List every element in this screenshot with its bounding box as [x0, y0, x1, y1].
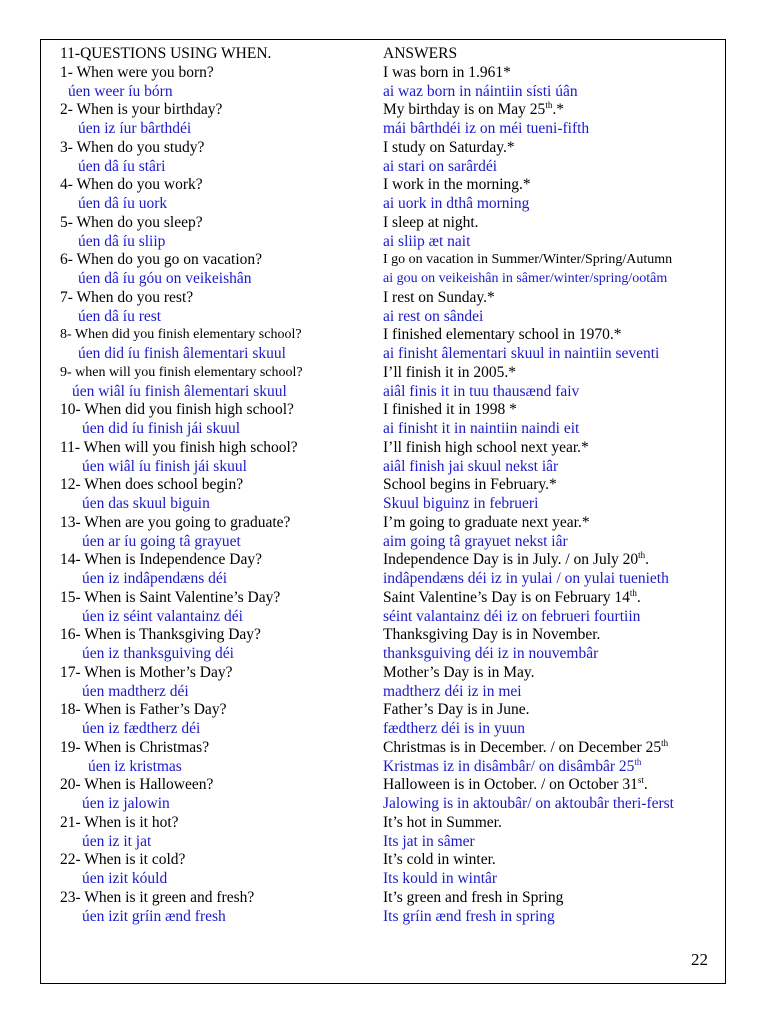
answer-text: I study on Saturday.* — [383, 138, 515, 156]
answer-text: I rest on Sunday.* — [383, 288, 495, 306]
question-row — [60, 139, 720, 158]
question-pronunciation: úen iz fædtherz déi — [82, 720, 201, 737]
answer-text: Christmas is in December. / on December 25th — [383, 737, 669, 756]
pronunciation-row — [60, 833, 720, 852]
question-pronunciation: úen weer íu bórn — [68, 82, 173, 100]
question-row — [60, 514, 720, 533]
question-pronunciation: úen dâ íu sliip — [78, 232, 166, 250]
question-row — [60, 589, 720, 608]
pronunciation-row — [60, 570, 720, 589]
header-row — [60, 45, 720, 64]
question-text: 7- When do you rest? — [60, 288, 194, 306]
answer-pronunciation: ai stari on sarârdéi — [383, 157, 498, 175]
answer-text: I work in the morning.* — [383, 176, 531, 194]
pronunciation-row — [60, 758, 720, 777]
question-row — [60, 739, 720, 758]
question-row — [60, 289, 720, 308]
pronunciation-row — [60, 870, 720, 889]
pronunciation-row — [60, 645, 720, 664]
question-row — [60, 851, 720, 870]
pronunciation-row — [60, 345, 720, 364]
pronunciation-row — [60, 608, 720, 627]
answer-text: I’ll finish high school next year.* — [383, 438, 589, 456]
question-row — [60, 626, 720, 645]
answer-pronunciation: Its kould in wintâr — [383, 870, 498, 887]
pronunciation-row — [60, 683, 720, 702]
pronunciation-row — [60, 233, 720, 252]
question-row — [60, 664, 720, 683]
question-text: 14- When is Independence Day? — [60, 551, 262, 569]
question-pronunciation: úen iz indâpendæns déi — [82, 570, 228, 587]
answer-text: I finished elementary school in 1970.* — [383, 326, 622, 344]
question-row — [60, 176, 720, 195]
question-pronunciation: úen dâ íu góu on veikeishân — [78, 270, 252, 287]
question-text: 21- When is it hot? — [60, 813, 179, 831]
question-row — [60, 889, 720, 908]
question-pronunciation: úen ar íu going tâ grayuet — [82, 532, 241, 550]
question-row — [60, 776, 720, 795]
question-pronunciation: úen iz kristmas — [88, 757, 182, 775]
pronunciation-row — [60, 383, 720, 402]
answer-pronunciation: Its gríin ænd fresh in spring — [383, 907, 555, 925]
question-row — [60, 551, 720, 570]
answer-text: Father’s Day is in June. — [383, 701, 530, 719]
pronunciation-row — [60, 495, 720, 514]
question-text: 18- When is Father’s Day? — [60, 701, 227, 719]
pronunciation-row — [60, 420, 720, 439]
question-text: 6- When do you go on vacation? — [60, 251, 263, 269]
pronunciation-row — [60, 908, 720, 927]
pronunciation-row — [60, 795, 720, 814]
question-pronunciation: úen dâ íu stâri — [78, 157, 166, 175]
pronunciation-row — [60, 195, 720, 214]
answer-text: School begins in February.* — [383, 476, 557, 494]
question-pronunciation: úen did íu finish âlementari skuul — [78, 345, 286, 362]
answer-text: My birthday is on May 25th.* — [383, 100, 564, 119]
question-pronunciation: úen iz thanksguiving déi — [82, 645, 234, 662]
answer-pronunciation: Its jat in sâmer — [383, 832, 475, 850]
answer-text: Halloween is in October. / on October 31st. — [383, 775, 648, 794]
page-number: 22 — [691, 950, 708, 969]
question-pronunciation: úen did íu finish jái skuul — [82, 420, 241, 437]
answer-pronunciation: Skuul biguinz in februeri — [383, 495, 539, 512]
answer-pronunciation: aiâl finish jai skuul nekst iâr — [383, 457, 559, 475]
question-text: 17- When is Mother’s Day? — [60, 663, 233, 681]
answer-pronunciation: Kristmas iz in disâmbâr/ on disâmbâr 25th — [383, 756, 642, 775]
pronunciation-row — [60, 158, 720, 177]
answer-pronunciation: fædtherz déi is in yuun — [383, 720, 526, 737]
pronunciation-row — [60, 120, 720, 139]
answer-text: Mother’s Day is in May. — [383, 663, 535, 681]
question-pronunciation: úen izit gríin ænd fresh — [82, 907, 226, 925]
question-text: 13- When are you going to graduate? — [60, 513, 291, 531]
answer-pronunciation: ai rest on sândei — [383, 307, 484, 325]
pronunciation-row — [60, 83, 720, 102]
question-row — [60, 64, 720, 83]
answer-pronunciation: ai sliip æt nait — [383, 232, 471, 250]
pronunciation-row — [60, 720, 720, 739]
question-pronunciation: úen dâ íu uork — [78, 195, 168, 212]
question-text: 22- When is it cold? — [60, 851, 186, 869]
question-pronunciation: úen wiâl íu finish âlementari skuul — [72, 382, 287, 400]
answer-text: I go on vacation in Summer/Winter/Spring/Autumn — [383, 252, 673, 268]
question-row — [60, 701, 720, 720]
pronunciation-row — [60, 533, 720, 552]
question-text: 15- When is Saint Valentine’s Day? — [60, 588, 281, 606]
answer-text: It’s green and fresh in Spring — [383, 888, 564, 906]
answers-heading: ANSWERS — [383, 45, 458, 62]
question-text: 2- When is your birthday? — [60, 101, 223, 119]
question-pronunciation: úen dâ íu rest — [78, 307, 162, 325]
pronunciation-row — [60, 458, 720, 477]
question-row — [60, 401, 720, 420]
answer-pronunciation: aiâl finis it in tuu thausænd faiv — [383, 382, 580, 400]
question-text: 20- When is Halloween? — [60, 776, 214, 794]
question-row — [60, 476, 720, 495]
question-text: 5- When do you sleep? — [60, 213, 203, 231]
question-pronunciation: úen izit kóuld — [82, 870, 168, 887]
question-pronunciation: úen iz it jat — [82, 832, 152, 850]
answer-pronunciation: indâpendæns déi iz in yulai / on yulai tuenieth — [383, 570, 669, 587]
question-text: 23- When is it green and fresh? — [60, 888, 255, 906]
question-pronunciation: úen wiâl íu finish jái skuul — [82, 457, 247, 475]
answer-pronunciation: Jalowing is in aktoubâr/ on aktoubâr theri-ferst — [383, 795, 674, 812]
question-row — [60, 364, 720, 383]
answer-text: Thanksgiving Day is in November. — [383, 626, 601, 644]
answer-text: It’s hot in Summer. — [383, 813, 502, 831]
answer-pronunciation: séint valantainz déi iz on februeri fourtiin — [383, 607, 641, 625]
question-row — [60, 814, 720, 833]
answer-pronunciation: ai waz born in náintiin sísti úân — [383, 82, 578, 100]
pronunciation-row — [60, 270, 720, 289]
section-title: 11-QUESTIONS USING WHEN. — [60, 45, 272, 62]
question-text: 10- When did you finish high school? — [60, 401, 294, 419]
question-text: 4- When do you work? — [60, 176, 203, 194]
answer-text: It’s cold in winter. — [383, 851, 496, 869]
question-row — [60, 251, 720, 270]
question-pronunciation: úen iz jalowin — [82, 795, 170, 812]
question-pronunciation: úen madtherz déi — [82, 682, 189, 700]
question-pronunciation: úen iz séint valantainz déi — [82, 607, 243, 625]
answer-pronunciation: mái bârthdéi iz on méi tueni-fifth — [383, 120, 590, 137]
question-text: 8- When did you finish elementary school? — [60, 327, 302, 343]
question-row — [60, 439, 720, 458]
question-text: 12- When does school begin? — [60, 476, 244, 494]
answer-text: I’ll finish it in 2005.* — [383, 363, 517, 381]
question-text: 1- When were you born? — [60, 63, 214, 81]
qa-table — [60, 45, 720, 926]
answer-pronunciation: ai uork in dthâ morning — [383, 195, 530, 212]
answer-text: I was born in 1.961* — [383, 63, 511, 81]
answer-text: I sleep at night. — [383, 213, 479, 231]
question-text: 16- When is Thanksgiving Day? — [60, 626, 261, 644]
answer-text: I’m going to graduate next year.* — [383, 513, 590, 531]
answer-pronunciation: aim going tâ grayuet nekst iâr — [383, 532, 568, 550]
question-row — [60, 214, 720, 233]
question-text: 3- When do you study? — [60, 138, 205, 156]
pronunciation-row — [60, 308, 720, 327]
question-text: 9- when will you finish elementary school? — [60, 364, 303, 380]
question-text: 11- When will you finish high school? — [60, 438, 298, 456]
question-row — [60, 101, 720, 120]
question-row — [60, 326, 720, 345]
answer-text: Saint Valentine’s Day is on February 14th. — [383, 587, 641, 606]
answer-pronunciation: ai finisht âlementari skuul in naintiin seventi — [383, 345, 660, 362]
answer-text: Independence Day is in July. / on July 20th. — [383, 550, 650, 569]
question-pronunciation: úen iz íur bârthdéi — [78, 120, 192, 137]
question-pronunciation: úen das skuul biguin — [82, 495, 210, 512]
question-text: 19- When is Christmas? — [60, 738, 210, 756]
answer-pronunciation: ai gou on veikeishân in sâmer/winter/spring/ootâm — [383, 271, 668, 286]
answer-text: I finished it in 1998 * — [383, 401, 517, 419]
answer-pronunciation: thanksguiving déi iz in nouvembâr — [383, 645, 599, 662]
answer-pronunciation: madtherz déi iz in mei — [383, 682, 522, 700]
answer-pronunciation: ai finisht it in naintiin naindi eit — [383, 420, 580, 437]
